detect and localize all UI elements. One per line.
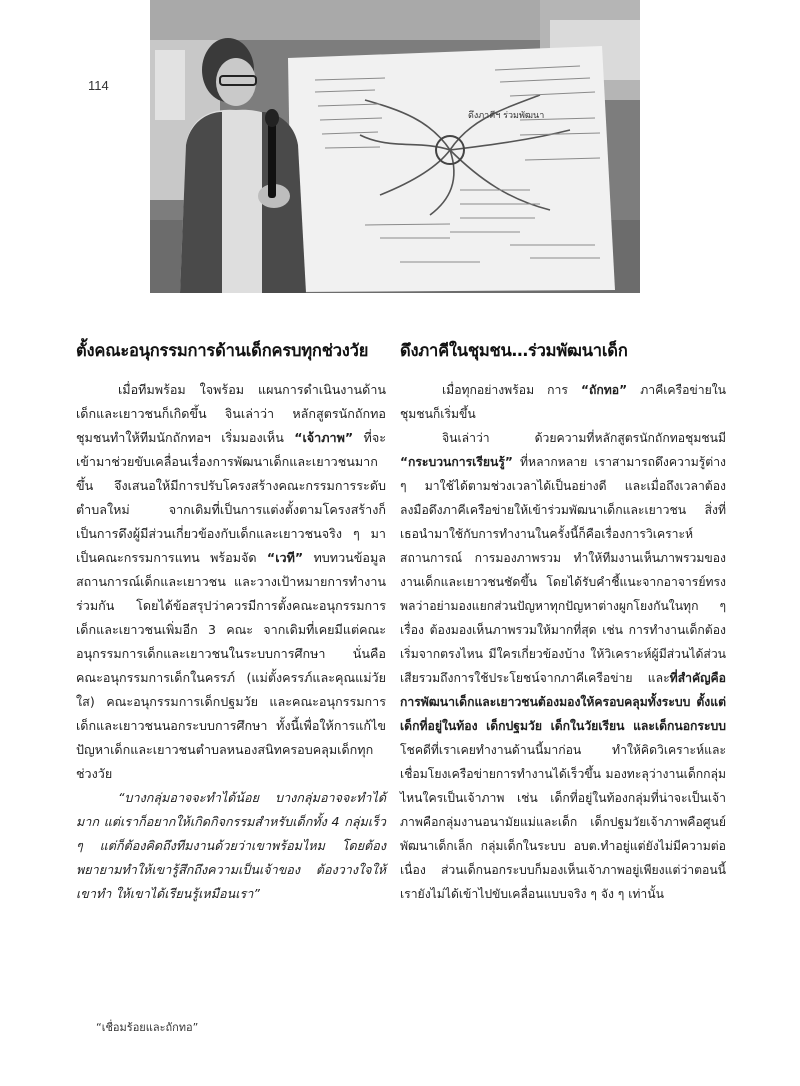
left-quote: “บางกลุ่มอาจจะทำได้น้อย บางกลุ่มอาจจะทำได้มาก แต่เราก็อยากให้เกิดกิจกรรมสำหรับเด็กทั้ง 4 กลุ่มเร็ว ๆ แต่ก็ต้องคิดถึงทีมงานด้วยว่าเขาพร้อมไหม โดยต้องพยายามทำให้เขารู้สึกถึงความเป็นเจ้าของ ต้องวางใจให้เขาทำ ให้เขาได้เรียนรู้เหมือนเรา”: [76, 790, 386, 901]
flipchart-heading: ดึงภาคีฯ ร่วมพัฒนา: [468, 111, 545, 121]
left-paragraph-1: เมื่อทีมพร้อม ใจพร้อม แผนการดำเนินงานด้านเด็กและเยาวชนก็เกิดขึ้น จินเล่าว่า หลักสูตรนักถักทอชุมชนทำให้ทีมนักถักทอฯ เริ่มมองเห็น “เจ้าภาพ” ที่จะเข้ามาช่วยขับเคลื่อนเรื่องการพัฒนาเด็กและเยาวชนมากขึ้น จึงเสนอให้มีการปรับโครงสร้างคณะกรรมการระดับตำบลใหม่ จากเดิมที่เป็นการแต่งตั้งตามโครงสร้างก็เป็นการดึงผู้มีส่วนเกี่ยวข้องกับเด็กและเยาวชนจริง ๆ มาเป็นคณะกรรมการแทน พร้อมจัด “เวที” ทบทวนข้อมูลสถานการณ์เด็กและเยาวชน และวางเป้าหมายการทำงานร่วมกัน โดยได้ข้อสรุปว่าควรมีการตั้งคณะอนุกรรมการเด็กและเยาวชนเพิ่มอีก 3 คณะ จากเดิมที่เคยมีแต่คณะอนุกรรมการเด็กและเยาวชนในระบบการศึกษา นั่นคือ คณะอนุกรรมการเด็กในครรภ์ (แม่ตั้งครรภ์และคุณแม่วัยใส) คณะอนุกรรมการเด็กปฐมวัย และคณะอนุกรรมการเด็กและเยาวชนนอกระบบการศึกษา ทั้งนี้เพื่อให้การแก้ไขปัญหาเด็กและเยาวชนตำบลหนองสนิทครอบคลุมเด็กทุกช่วงวัย: [76, 382, 387, 781]
left-heading: ตั้งคณะอนุกรรมการด้านเด็กครบทุกช่วงวัย: [76, 341, 369, 360]
right-paragraph-1: เมื่อทุกอย่างพร้อม การ “ถักทอ” ภาคีเครือข่ายในชุมชนก็เริ่มขึ้น: [400, 383, 727, 421]
right-column: [400, 338, 726, 906]
left-column: [76, 338, 386, 906]
footer-caption: “เชื่อมร้อยและถักทอ”: [96, 1021, 199, 1034]
right-heading: ดึงภาคีในชุมชน…ร่วมพัฒนาเด็ก: [400, 341, 628, 360]
page-number: 114: [88, 78, 109, 93]
presentation-photo: [150, 0, 640, 293]
right-paragraph-2: จินเล่าว่า ด้วยความที่หลักสูตรนักถักทอชุมชนมี “กระบวนการเรียนรู้” ที่หลากหลาย เราสามารถดึงความรู้ต่าง ๆ มาใช้ได้ตามช่วงเวลาได้เป็นอย่างดี และเมื่อถึงเวลาต้องลงมือดึงภาคีเครือข่ายให้เข้าร่วมพัฒนาเด็กและเยาวชน สิ่งที่เธอนำมาใช้กับการทำงานในครั้งนี้ก็คือเรื่องการวิเคราะห์สถานการณ์ การมองภาพรวม ทำให้ทีมงานเห็นภาพรวมของงานเด็กและเยาวชนชัดขึ้น โดยได้รับคำชี้แนะจากอาจารย์ทรงพลว่าอย่ามองแยกส่วนปัญหาทุกปัญหาต่างผูกโยงกันในทุก ๆ เรื่อง ต้องมองเห็นภาพรวมให้มากที่สุด เช่น การทำงานเด็กต้องเริ่มจากตรงไหน มีใครเกี่ยวข้องบ้าง ให้วิเคราะห์ผู้มีส่วนได้ส่วนเสียรวมถึงการใช้ประโยชน์จากภาคีเครือข่าย และที่สำคัญคือการพัฒนาเด็กและเยาวชนต้องมองให้ครอบคลุมทั้งระบบ ตั้งแต่เด็กที่อยู่ในท้อง เด็กปฐมวัย เด็กในวัยเรียน และเด็กนอกระบบ โชคดีที่เราเคยทำงานด้านนี้มาก่อน ทำให้คิดวิเคราะห์และเชื่อมโยงเครือข่ายการทำงานได้เร็วขึ้น มองทะลุว่างานเด็กกลุ่มไหนใครเป็นเจ้าภาพ เช่น เด็กที่อยู่ในท้องกลุ่มที่น่าจะเป็นเจ้าภาพคือกลุ่มงานอนามัยแม่และเด็ก เด็กปฐมวัยเจ้าภาพคือศูนย์พัฒนาเด็กเล็ก กลุ่มเด็กในระบบ อบต.ทำอยู่แต่ยังไม่มีความต่อเนื่อง ส่วนเด็กนอกระบบก็มองเห็นเจ้าภาพอยู่เพียงแต่ว่าตอนนี้เรายังไม่ได้เข้าไปขับเคลื่อนแบบจริง ๆ จัง ๆ เท่านั้น: [400, 431, 726, 901]
